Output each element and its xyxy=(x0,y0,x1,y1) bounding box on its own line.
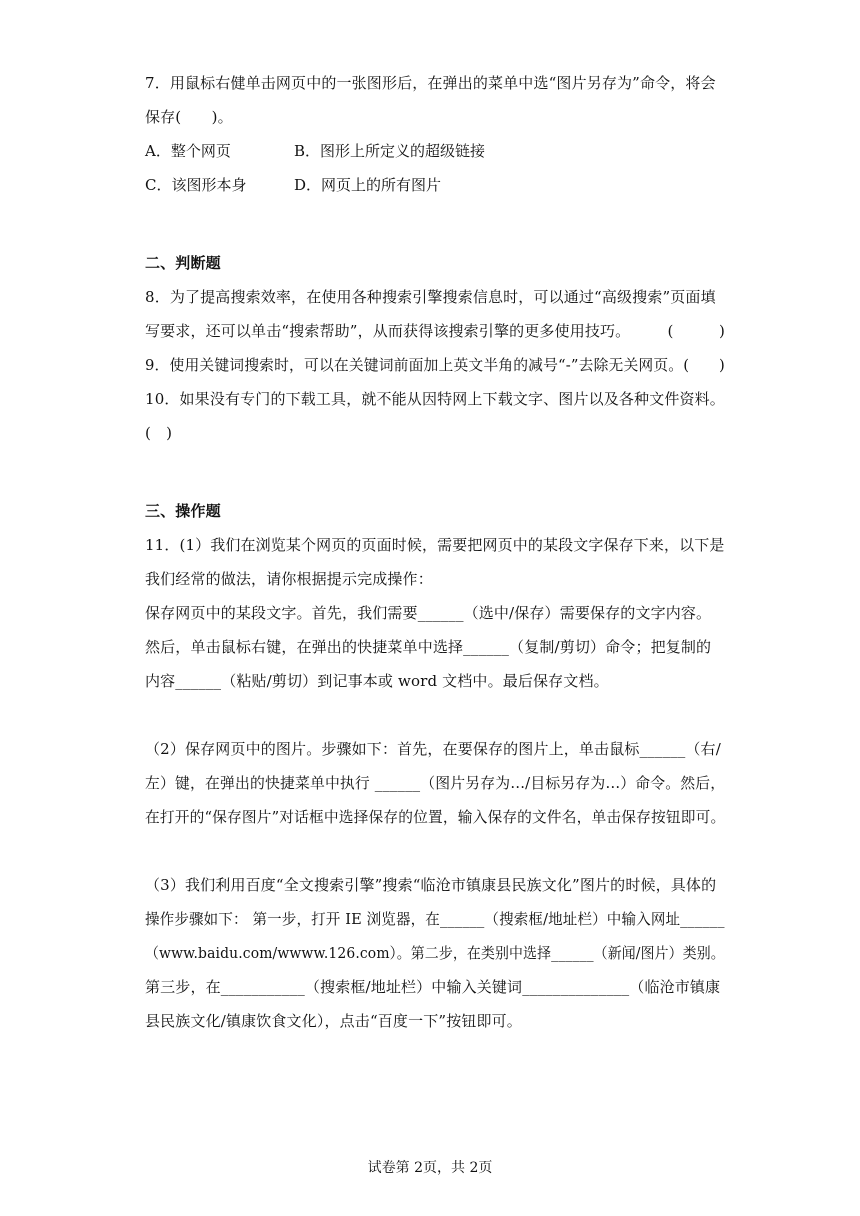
question-8-answer-paren: ( ) xyxy=(667,322,725,340)
option-a: A．整个网页 xyxy=(145,142,231,160)
question-11-1-line-4: 然后，单击鼠标右键，在弹出的快捷菜单中选择______（复制/剪切）命令；把复制的 xyxy=(145,638,712,656)
section-3-title: 三、操作题 xyxy=(145,502,221,520)
question-11-1-line-3: 保存网页中的某段文字。首先，我们需要______（选中/保存）需要保存的文字内容。 xyxy=(145,604,712,622)
question-11-3-line-3: （www.baidu.com/wwww.126.com）。第二步，在类别中选择______（新闻/图片）类别。 xyxy=(145,944,725,962)
option-b: B．图形上所定义的超级链接 xyxy=(294,142,486,160)
section-2-title: 二、判断题 xyxy=(145,254,221,272)
question-11-1-line-1: 11．(1）我们在浏览某个网页的页面时候，需要把网页中的某段文字保存下来，以下是 xyxy=(145,536,725,554)
question-10-answer-paren: ( ) xyxy=(145,424,173,442)
question-11-1-line-2: 我们经常的做法，请你根据提示完成操作： xyxy=(145,570,433,588)
question-11-1-line-5: 内容______（粘贴/剪切）到记事本或 word 文档中。最后保存文档。 xyxy=(145,672,609,690)
question-11-3-line-5: 县民族文化/镇康饮食文化），点击“百度一下”按钮即可。 xyxy=(145,1012,522,1030)
question-9-answer-paren: ( ) xyxy=(683,356,725,374)
question-8-text: 写要求，还可以单击“搜索帮助”，从而获得该搜索引擎的更多使用技巧。 xyxy=(145,322,631,340)
question-7-line-1: 7．用鼠标右健单击网页中的一张图形后，在弹出的菜单中选“图片另存为”命令，将会 xyxy=(145,74,716,92)
question-8-line-2 xyxy=(145,321,725,341)
option-d: D．网页上的所有图片 xyxy=(294,176,442,194)
option-c: C．该图形本身 xyxy=(145,176,247,194)
question-11-2-line-1: （2）保存网页中的图片。步骤如下：首先，在要保存的图片上，单击鼠标______（右/ xyxy=(145,740,721,758)
question-11-3-line-4: 第三步，在___________（搜索框/地址栏）中输入关键词______________（临沧市镇康 xyxy=(145,978,721,996)
question-11-2-line-3: 在打开的“保存图片”对话框中选择保存的位置，输入保存的文件名，单击保存按钮即可。 xyxy=(145,808,726,826)
question-11-3-line-2: 操作步骤如下： 第一步，打开 IE 浏览器，在______（搜索框/地址栏）中输入网址______ xyxy=(145,910,725,928)
question-7-line-2: 保存( )。 xyxy=(145,108,233,126)
page-number-footer: 试卷第 2页，共 2页 xyxy=(367,1160,493,1176)
question-10-line-1: 10．如果没有专门的下载工具，就不能从因特网上下载文字、图片以及各种文件资料。 xyxy=(145,390,725,408)
question-9-line xyxy=(145,355,725,375)
question-9-text: 9．使用关键词搜索时，可以在关键词前面加上英文半角的减号“-”去除无关网页。 xyxy=(145,356,684,374)
question-8-line-1: 8．为了提高搜索效率，在使用各种搜索引擎搜索信息时，可以通过“高级搜索”页面填 xyxy=(145,288,716,306)
question-11-2-line-2: 左）键，在弹出的快捷菜单中执行 ______（图片另存为…/目标另存为…）命令。然后， xyxy=(145,774,726,792)
question-11-3-line-1: （3）我们利用百度“全文搜索引擎”搜索“临沧市镇康县民族文化”图片的时候，具体的 xyxy=(145,876,717,894)
